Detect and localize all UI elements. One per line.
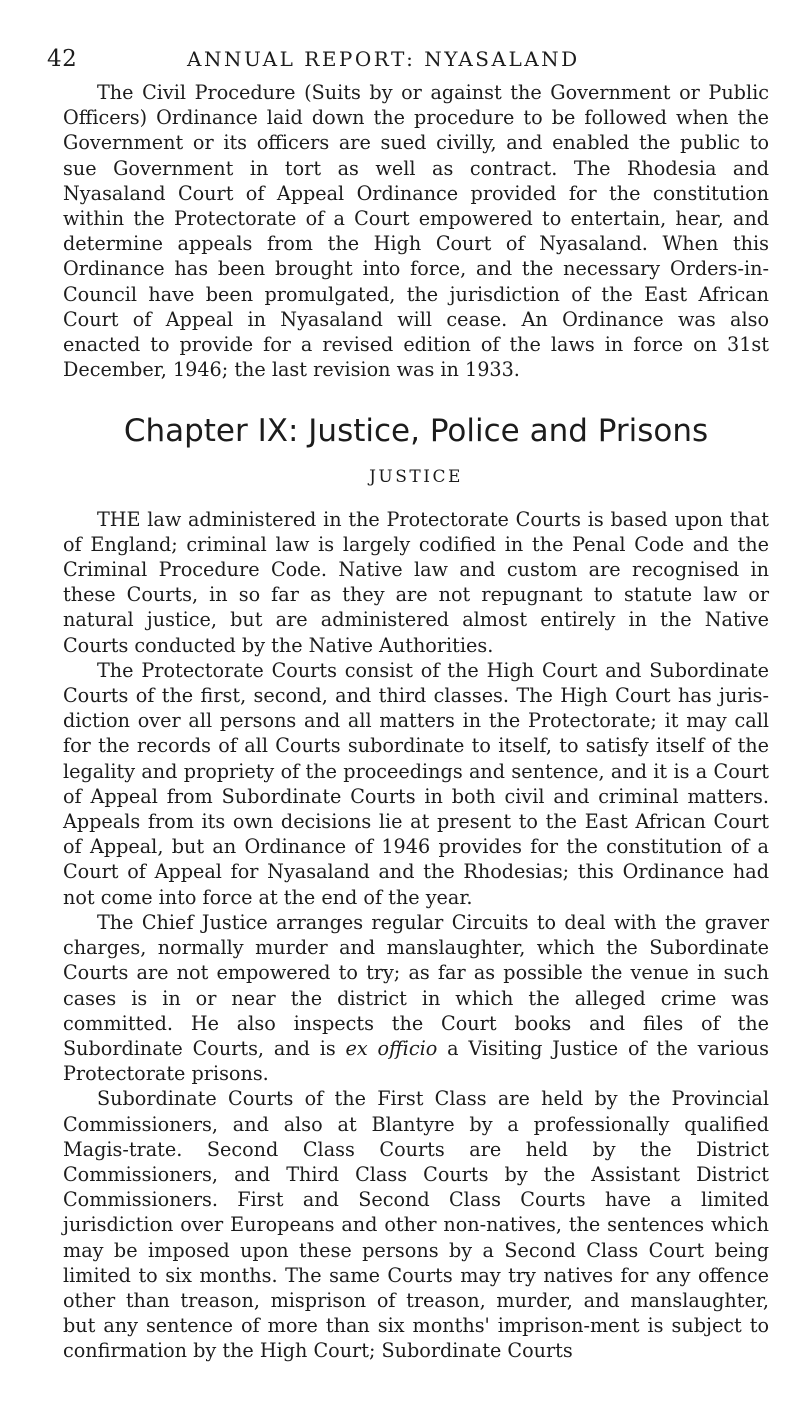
ex-officio-italic: ex officio [345, 1036, 438, 1060]
running-header [47, 44, 647, 74]
running-title: ANNUAL REPORT: NYASALAND [187, 47, 580, 71]
paragraph-civil-procedure: The Civil Procedure (Suits by or against the Government or Public Officers) Ordinance laid down the procedure to be followed when the Government or its officers are sued civilly, and enabled the public to sue Government in tort as well as contract. The Rhodesia and Nyasaland Court of Appeal Ordinance provided for the constitution within the Protectorate of a Court empowered to entertain, hear, and determine appeals from the High Court of Nyasaland. When this Ordinance has been brought into force, and the necessary Orders-in-Council have been promulgated, the jurisdiction of the East African Court of Appeal in Nyasaland will cease. An Ordinance was also enacted to provide for a revised edition of the laws in force on 31st December, 1946; the last revision was in 1933. [63, 81, 769, 382]
paragraph-protectorate-courts: The Protectorate Courts consist of the High Court and Subordinate Courts of the first, second, and third classes. The High Court has juris-diction over all persons and all matters in the Protectorate; it may call for the records of all Courts subordinate to itself, to satisfy itself of the legality and propriety of the proceedings and sentence, and it is a Court of Appeal from Subordinate Courts in both civil and criminal matters. Appeals from its own decisions lie at present to the East African Court of Appeal, but an Ordinance of 1946 provides for the constitution of a Court of Appeal for Nyasaland and the Rhodesias; this Ordinance had not come into force at the end of the year. [63, 658, 769, 909]
chapter-heading: Chapter IX: Justice, Police and Prisons [123, 413, 709, 450]
paragraph-chief-justice [63, 910, 769, 1086]
section-heading: JUSTICE [369, 467, 463, 488]
page-number: 42 [47, 46, 78, 72]
paragraph-law-administered: THE law administered in the Protectorate Courts is based upon that of England; criminal law is largely codified in the Penal Code and the Criminal Procedure Code. Native law and custom are recognised in these Courts, in so far as they are not repugnant to statute law or natural justice, but are administered almost entirely in the Native Courts conducted by the Native Authorities. [63, 507, 769, 657]
chief-justice-text-2: a Visiting Justice of the various Protectorate prisons. [63, 1036, 769, 1086]
body-text [63, 80, 769, 1364]
chief-justice-text-1: The Chief Justice arranges regular Circuits to deal with the graver charges, normally murder and manslaughter, which the Subordinate Courts are not empowered to try; as far as possible the venue in such cases is in or near the district in which the alleged crime was committed. He also inspects the Court books and files of the Subordinate Courts, and is [63, 910, 769, 1060]
paragraph-subordinate-courts: Subordinate Courts of the First Class are held by the Provincial Commissioners, and also at Blantyre by a professionally qualified Magis-trate. Second Class Courts are held by the District Commissioners, and Third Class Courts by the Assistant District Commissioners. First and Second Class Courts have a limited jurisdiction over Europeans and other non-natives, the sentences which may be imposed upon these persons by a Second Class Court being limited to six months. The same Courts may try natives for any offence other than treason, misprison of treason, murder, and manslaughter, but any sentence of more than six months' imprison-ment is subject to confirmation by the High Court; Subordinate Courts [63, 1087, 769, 1363]
